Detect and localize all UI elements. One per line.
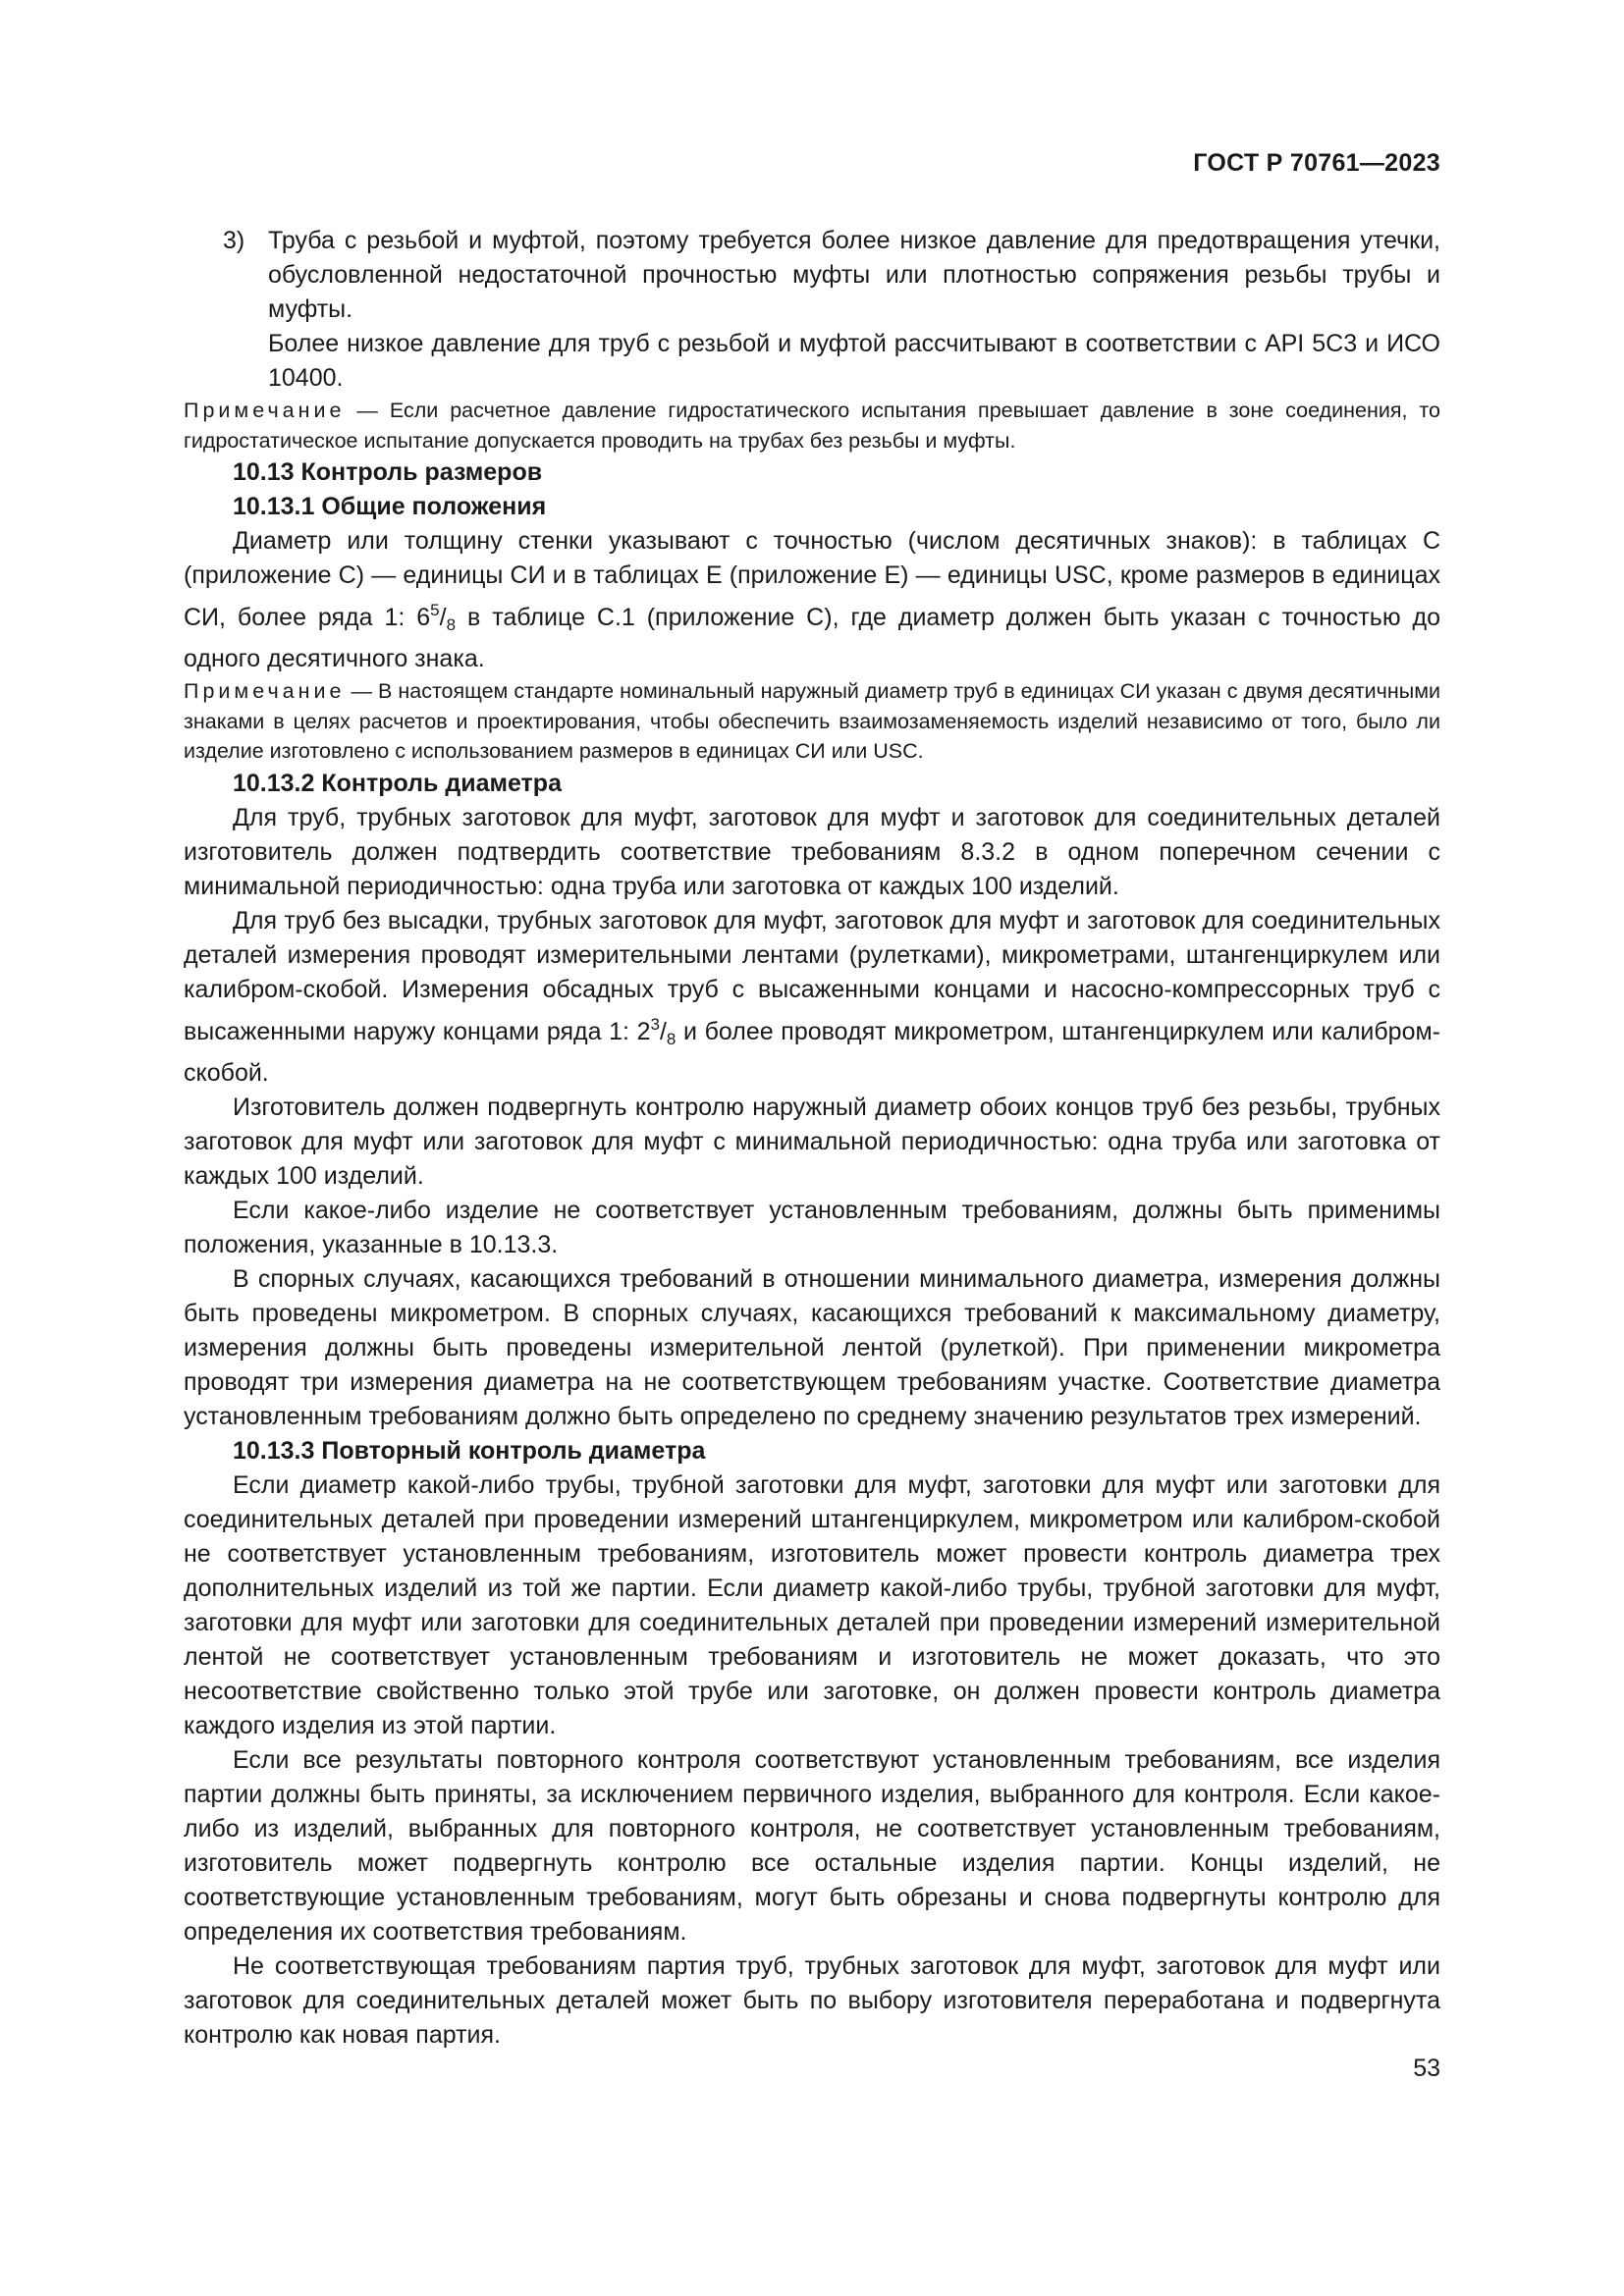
page-content: [184, 224, 1440, 2053]
note-label: Примечание: [184, 399, 346, 422]
fraction-denominator: 8: [666, 1029, 677, 1048]
section-heading-10-13-3: 10.13.3 Повторный контроль диаметра: [233, 1436, 706, 1465]
list-item-number: 3): [223, 227, 245, 254]
fraction-slash: /: [439, 604, 447, 631]
paragraph: Для труб, трубных заготовок для муфт, заготовок для муфт и заготовок для соединительных деталей изготовитель должен подтвердить соответствие требованиям 8.3.2 в одном поперечном сечении с минимальной периодичностью: одна труба или заготовка от каждых 100 изделий.: [184, 803, 1440, 900]
note-text: — Если расчетное давление гидростатического испытания превышает давление в зоне соединения, то гидростатическое испытание допускается проводить на трубах без резьбы и муфты.: [184, 399, 1440, 453]
paragraph: Если все результаты повторного контроля соответствуют установленным требованиям, все изделия партии должны быть приняты, за исключением первичного изделия, выбранного для контроля. Если какое-либо из изделий, выбранных для повторного контроля, не соответствует установленным требованиям, изготовитель может подвергнуть контролю все остальные изделия партии. Концы изделий, не соответствующие установленным требованиям, могут быть обрезаны и снова подвергнуты контролю для определения их соответствия требованиям.: [184, 1745, 1440, 1946]
paragraph: Изготовитель должен подвергнуть контролю наружный диаметр обоих концов труб без резьбы, трубных заготовок для муфт или заготовок для муфт с минимальной периодичностью: одна труба или заготовка от каждых 100 изделий.: [184, 1093, 1440, 1190]
paragraph-text: Для труб без высадки, трубных заготовок для муфт, заготовок для муфт и заготовок для соединительных деталей измерения проводят измерительными лентами (рулетками), микрометрами, штангенциркулем или калибром-скобой. Измерения обсадных труб с высаженными концами и насосно-компрессорных труб с высаженными наружу концами ряда 1: 2: [184, 906, 1440, 1045]
fraction-numerator: 5: [430, 601, 440, 619]
paragraph: Если какое-либо изделие не соответствует установленным требованиям, должны быть применимы положения, указанные в 10.13.3.: [184, 1196, 1440, 1258]
section-heading-10-13-1: 10.13.1 Общие положения: [233, 493, 547, 520]
list-item-text-2: Более низкое давление для труб с резьбой и муфтой рассчитывают в соответствии с API 5C3 и ИСО 10400.: [268, 330, 1440, 392]
section-heading-10-13-2: 10.13.2 Контроль диаметра: [233, 769, 562, 797]
note-hydrostatic: [184, 396, 1440, 455]
paragraph: [184, 904, 1440, 1091]
fraction-numerator: 3: [650, 1014, 660, 1034]
note-text: — В настоящем стандарте номинальный наружный диаметр труб в единицах СИ указан с двумя десятичными знаками в целях расчетов и проектирования, чтобы обеспечить взаимозаменяемость изделий независимо от того, было ли изделие изготовлено с использованием размеров в единицах СИ или USC.: [184, 679, 1440, 763]
paragraph: Не соответствующая требованиям партия труб, трубных заготовок для муфт, заготовок для муфт или заготовок для соединительных деталей может быть по выбору изготовителя переработана и подвергнута контролю как новая партия.: [184, 1951, 1440, 2049]
list-item-text: Труба с резьбой и муфтой, поэтому требуется более низкое давление для предотвращения утечки, обусловленной недостаточной прочностью муфты или плотностью сопряжения резьбы трубы и муфты.: [268, 227, 1440, 323]
paragraph: [184, 524, 1440, 676]
fraction-denominator: 8: [446, 615, 457, 634]
note-nominal-diameter: [184, 676, 1440, 767]
paragraph: Если диаметр какой-либо трубы, трубной заготовки для муфт, заготовки для муфт или заготовки для соединительных деталей при проведении измерений штангенциркулем, микрометром или калибром-скобой не соответствует установленным требованиям, изготовитель может провести контроль диаметра трех дополнительных изделий из той же партии. Если диаметр какой-либо трубы, трубной заготовки для муфт, заготовки для муфт или заготовки для соединительных деталей при проведении измерений измерительной лентой не соответствует установленным требованиям и изготовитель не может доказать, что это несоответствие свойственно только этой трубе или заготовке, он должен провести контроль диаметра каждого изделия из этой партии.: [184, 1470, 1440, 1739]
paragraph-text: Диаметр или толщину стенки указывают с точностью (числом десятичных знаков): в таблицах С (приложение С) — единицы СИ и в таблицах Е (приложение Е) — единицы USC, кроме размеров в единицах СИ, более ряда 1: 6: [184, 527, 1440, 631]
page-number: 53: [1413, 2055, 1440, 2082]
document-header: ГОСТ Р 70761—2023: [1193, 149, 1440, 177]
note-label: Примечание: [184, 679, 346, 703]
paragraph-text: и более проводят микрометром, штангенциркулем или калибром-скобой.: [184, 1017, 1441, 1087]
section-heading-10-13: 10.13 Контроль размеров: [233, 458, 543, 486]
paragraph: В спорных случаях, касающихся требований в отношении минимального диаметра, измерения должны быть проведены микрометром. В спорных случаях, касающихся требований к максимальному диаметру, измерения должны быть проведены измерительной лентой (рулеткой). При применении микрометра проводят три измерения диаметра на не соответствующем требованиям участке. Соответствие диаметра установленным требованиям должно быть определено по среднему значению результатов трех измерений.: [184, 1264, 1440, 1430]
list-item-3: [184, 224, 1440, 396]
fraction-slash: /: [659, 1017, 667, 1045]
paragraph-text: в таблице С.1 (приложение С), где диаметр должен быть указан с точностью до одного десятичного знака.: [184, 604, 1440, 672]
